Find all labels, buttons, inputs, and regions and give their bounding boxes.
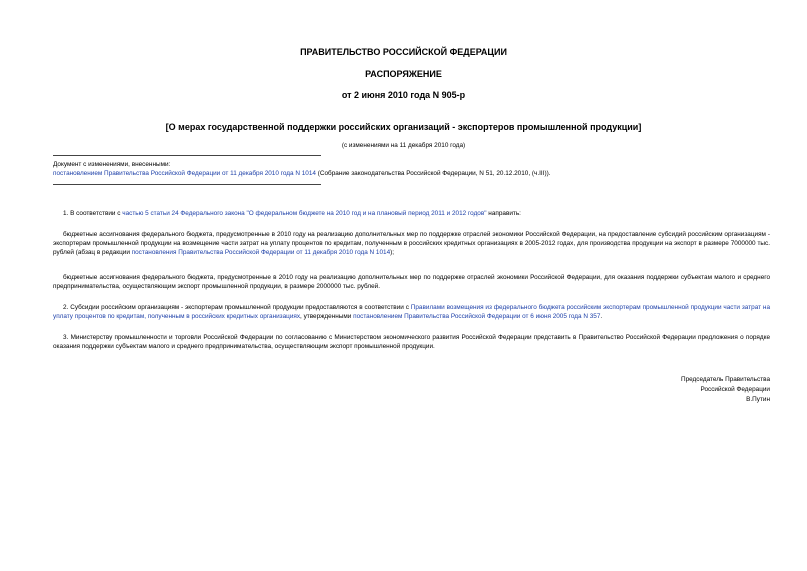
document-title: [О мерах государственной поддержки российских организаций - экспортеров промышленной продукции]: [165, 122, 642, 132]
p1a-end: );: [390, 249, 395, 256]
p1-text-b: направить:: [486, 210, 521, 217]
document-type: РАСПОРЯЖЕНИЕ: [365, 69, 442, 79]
divider-bottom: [53, 184, 321, 185]
federal-law-link[interactable]: частью 5 статьи 24 Федерального закона "О федеральном бюджете на 2010 год и на плановый период 2011 и 2012 годов": [122, 210, 487, 217]
changes-line: [53, 169, 770, 178]
paragraph-3: [53, 333, 770, 351]
paragraph-1b: [53, 273, 770, 291]
document-date-number: от 2 июня 2010 года N 905-р: [341, 90, 466, 100]
rules-link[interactable]: Правилами возмещения из федерального бюджета российским экспортерам промышленной продукции части затрат на уплату процентов по кредитам, полученным в российских кредитных организациях: [53, 304, 770, 320]
changes-link[interactable]: постановлением Правительства Российской Федерации от 11 декабря 2010 года N 1014: [53, 170, 316, 177]
signature-title: Председатель Правительства: [681, 376, 770, 383]
changes-block: [53, 160, 770, 178]
p2-text-b: , утвержденными: [300, 313, 354, 320]
paragraph-1a: [53, 230, 770, 257]
p2-text-a: 2. Субсидии российским организациям - экспортерам промышленной продукции предоставляются в соответствии с: [63, 304, 411, 311]
paragraph-1: [53, 209, 770, 218]
divider-top: [53, 155, 321, 156]
p1-text-a: 1. В соответствии с: [63, 210, 123, 217]
p1b-text: бюджетные ассигнования федерального бюджета, предусмотренные в 2010 году на реализацию дополнительных мер по поддержке отраслей экономики Российской Федерации, для оказания поддержки субъектам малого и среднего предпринимательства, осуществляющим экспорт промышленной продукции, в размере 2000000 тыс. рублей.: [53, 274, 770, 290]
government-heading: ПРАВИТЕЛЬСТВО РОССИЙСКОЙ ФЕДЕРАЦИИ: [300, 47, 507, 57]
p1a-text: бюджетные ассигнования федерального бюджета, предусмотренные в 2010 году на реализацию дополнительных мер по поддержке отраслей экономики Российской Федерации, на предоставление субсидий российским организациям - экспортерам промышленной продукции на возмещение части затрат на уплату процентов по кредитам, полученным в российских кредитных организациях в 2005-2012 годах, для производства продукции на экспорт в размере 7000000 тыс. рублей (абзац в редакции: [53, 231, 770, 256]
signature-block: [681, 375, 770, 405]
signature-name: В.Путин: [746, 396, 770, 403]
changes-source: (Собрание законодательства Российской Федерации, N 51, 20.12.2010, (ч.III)).: [315, 170, 551, 177]
p1a-resolution-link[interactable]: постановления Правительства Российской Федерации от 11 декабря 2010 года N 1014: [131, 249, 391, 256]
resolution-357-link[interactable]: постановлением Правительства Российской Федерации от 6 июня 2005 года N 357: [353, 313, 601, 320]
changes-label: Документ с изменениями, внесенными:: [53, 161, 171, 168]
signature-country: Российской Федерации: [700, 386, 770, 393]
paragraph-2: [53, 303, 770, 321]
p3-text: 3. Министерству промышленности и торговли Российской Федерации по согласованию с Министерством экономического развития Российской Федерации представить в Правительство Российской Федерации предложения о порядке оказания поддержки субъектам малого и среднего предпринимательства, осуществляющим экспорт промышленной продукции.: [53, 334, 770, 350]
p2-text-c: .: [600, 313, 603, 320]
amendments-note: (с изменениями на 11 декабря 2010 года): [341, 142, 466, 149]
